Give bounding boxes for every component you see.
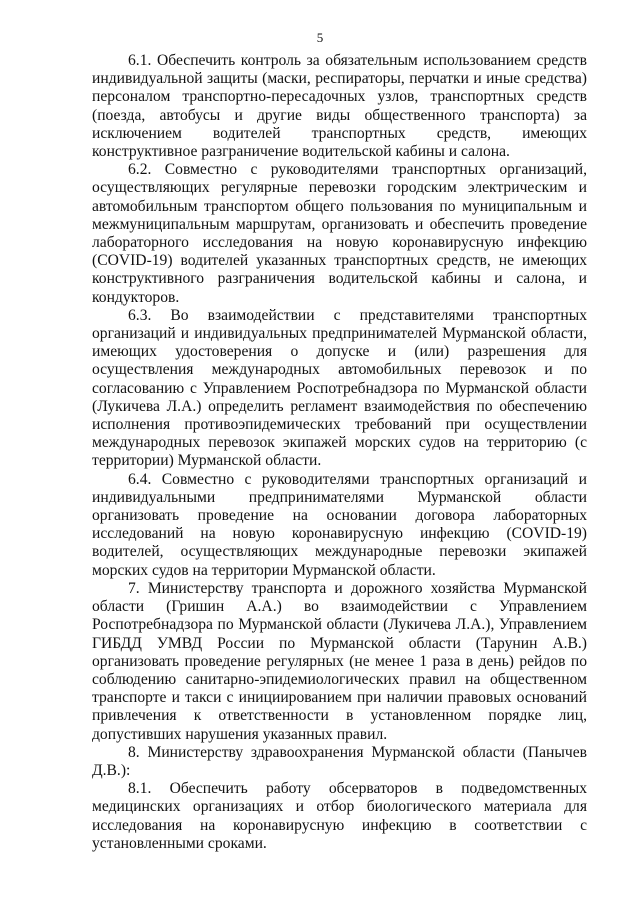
paragraph-6-1: 6.1. Обеспечить контроль за обязательным использованием средств индивидуальной защиты (маски, респираторы, перчатки и иные средства) персоналом транспортно-пересадочных узлов, транспортных средств (поезда, автобусы и другие виды общественного транспорта) за исключением водителей транспортных средств, имеющих конструктивное разграничение водительской кабины и салона.	[92, 52, 587, 161]
paragraph-6-4: 6.4. Совместно с руководителями транспортных организаций и индивидуальными предпринимателями Мурманской области организовать проведение на основании договора лабораторных исследований на новую коронавирусную инфекцию (COVID-19) водителей, осуществляющих международные перевозки экипажей морских судов на территории Мурманской области.	[92, 470, 587, 579]
paragraph-8: 8. Министерству здравоохранения Мурманской области (Панычев Д.В.):	[92, 743, 587, 779]
document-body	[92, 52, 587, 853]
paragraph-6-3: 6.3. Во взаимодействии с представителями транспортных организаций и индивидуальных предпринимателей Мурманской области, имеющих удостоверения о допуске и (или) разрешения для осуществления международных автомобильных перевозок и по согласованию с Управлением Роспотребнадзора по Мурманской области (Лукичева Л.А.) определить регламент взаимодействия по обеспечению исполнения противоэпидемических требований при осуществлении международных перевозок экипажей морских судов на территорию (с территории) Мурманской области.	[92, 306, 587, 470]
paragraph-6-2: 6.2. Совместно с руководителями транспортных организаций, осуществляющих регулярные перевозки городским электрическим и автомобильным транспортом общего пользования по муниципальным и межмуниципальным маршрутам, организовать и обеспечить проведение лабораторного исследования на новую коронавирусную инфекцию (COVID-19) водителей указанных транспортных средств, не имеющих конструктивного разграничения водительской кабины и салона, и кондукторов.	[92, 161, 587, 306]
page-number: 5	[316, 30, 324, 45]
paragraph-7: 7. Министерству транспорта и дорожного хозяйства Мурманской области (Гришин А.А.) во взаимодействии с Управлением Роспотребнадзора по Мурманской области (Лукичева Л.А.), Управлением ГИБДД УМВД России по Мурманской области (Тарунин А.В.) организовать проведение регулярных (не менее 1 раза в день) рейдов по соблюдению санитарно-эпидемиологических правил на общественном транспорте и такси с инициированием при наличии правовых оснований привлечения к ответственности в установленном порядке лиц, допустивших нарушения указанных правил.	[92, 579, 587, 743]
paragraph-8-1: 8.1. Обеспечить работу обсерваторов в подведомственных медицинских организациях и отбор биологического материала для исследования на коронавирусную инфекцию в соответствии с установленными сроками.	[92, 780, 587, 852]
